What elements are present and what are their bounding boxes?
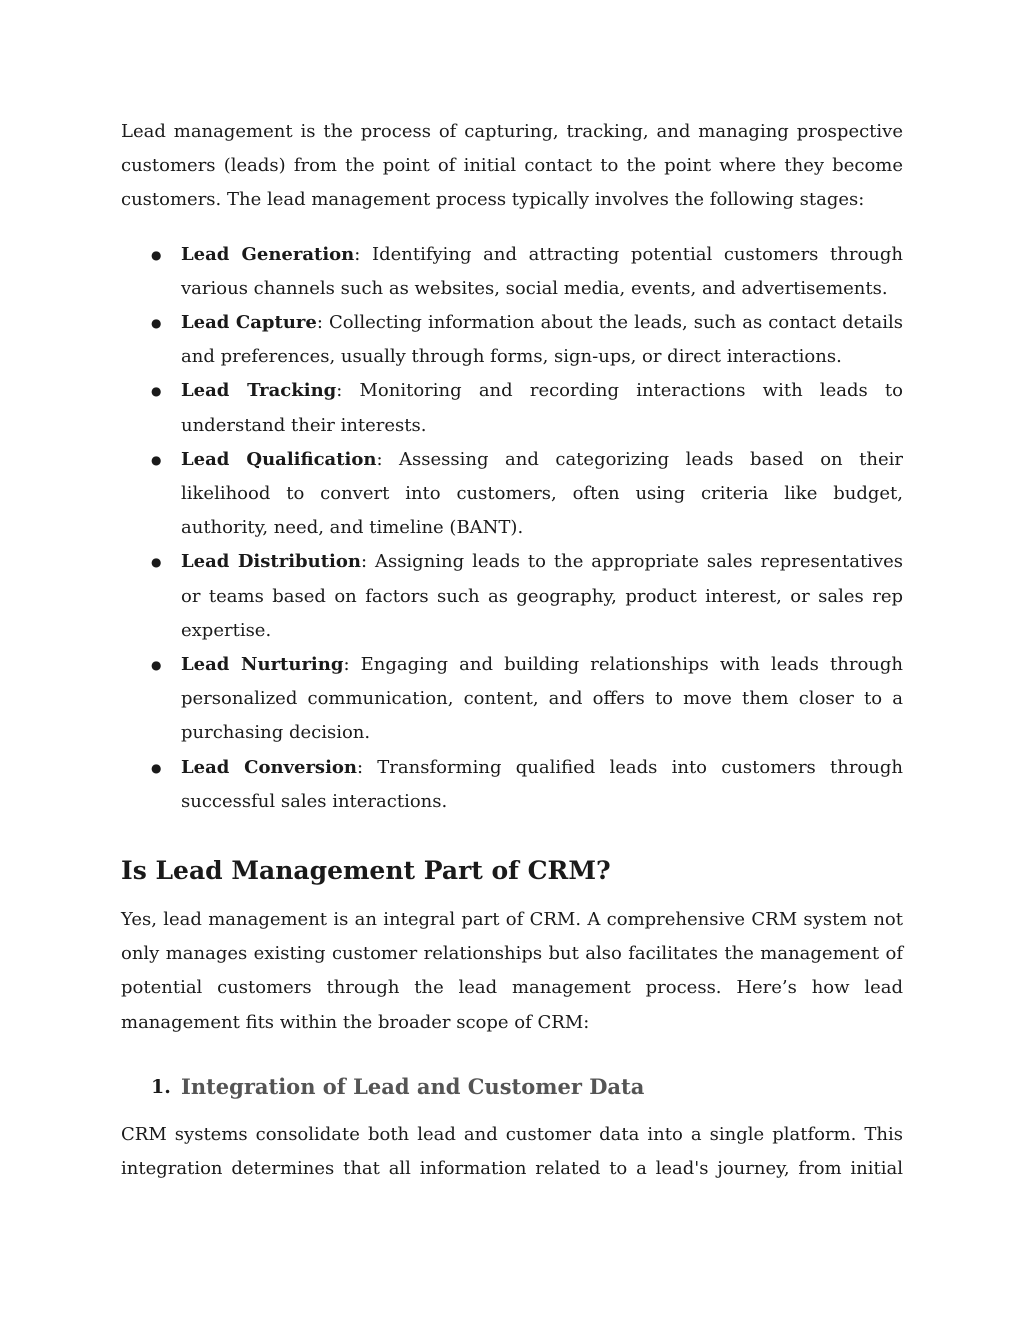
bullet-icon: ● — [151, 247, 162, 262]
list-item — [121, 648, 903, 751]
bullet-icon: ● — [151, 760, 162, 775]
stage-description: : Monitoring and recording interactions with leads to understand their interests. — [181, 380, 903, 436]
stage-description: : Engaging and building relationships with leads through personalized communication, content, and offers to move them closer to a purchasing decision. — [181, 654, 904, 744]
list-item — [121, 751, 903, 819]
stage-term: Lead Conversion — [181, 756, 357, 778]
list-item — [121, 545, 903, 648]
list-item — [121, 374, 903, 442]
bullet-icon: ● — [151, 316, 162, 331]
section-paragraph: Yes, lead management is an integral part of CRM. A comprehensive CRM system not only manages existing customer relationships but also facilitates the management of potential customers through the lead management process. Here’s how lead management fits within the broader scope of CRM: — [121, 909, 903, 1033]
document-page — [121, 115, 903, 1186]
list-item — [121, 306, 903, 374]
subsection-heading — [121, 1070, 903, 1104]
list-item — [121, 238, 903, 306]
stage-term: Lead Tracking — [181, 380, 337, 402]
intro-paragraph: Lead management is the process of capturing, tracking, and managing prospective customers (leads) from the point of initial contact to the point where they become customers. The lead management process typically involves the following stages: — [121, 121, 903, 211]
subsection-title: Integration of Lead and Customer Data — [181, 1073, 645, 1099]
bullet-icon: ● — [151, 658, 162, 673]
bullet-icon: ● — [151, 384, 162, 399]
subsection-paragraph: CRM systems consolidate both lead and customer data into a single platform. This integration determines that all information related to a lead's journey, from initial — [121, 1123, 903, 1180]
stage-description: : Identifying and attracting potential customers through various channels such as websites, social media, events, and advertisements. — [181, 243, 903, 299]
stage-term: Lead Nurturing — [181, 654, 344, 676]
bullet-icon: ● — [151, 452, 162, 467]
stage-term: Lead Distribution — [181, 551, 361, 573]
lead-stages-list — [121, 238, 903, 819]
stage-description: : Assigning leads to the appropriate sales representatives or teams based on factors such as geography, product interest, or sales rep expertise. — [181, 551, 903, 641]
subsection-number: 1. — [151, 1075, 171, 1098]
bullet-icon: ● — [151, 555, 162, 570]
list-item — [121, 443, 903, 546]
stage-description: : Collecting information about the leads, such as contact details and preferences, usually through forms, sign-ups, or direct interactions. — [181, 312, 903, 368]
stage-term: Lead Qualification — [181, 448, 377, 470]
section-heading: Is Lead Management Part of CRM? — [121, 856, 611, 886]
stage-term: Lead Generation — [181, 243, 355, 265]
stage-term: Lead Capture — [181, 312, 317, 334]
stage-description: : Assessing and categorizing leads based on their likelihood to convert into customers, often using criteria like budget, authority, need, and timeline (BANT). — [181, 448, 903, 539]
stage-description: : Transforming qualified leads into customers through successful sales interactions. — [181, 756, 903, 812]
